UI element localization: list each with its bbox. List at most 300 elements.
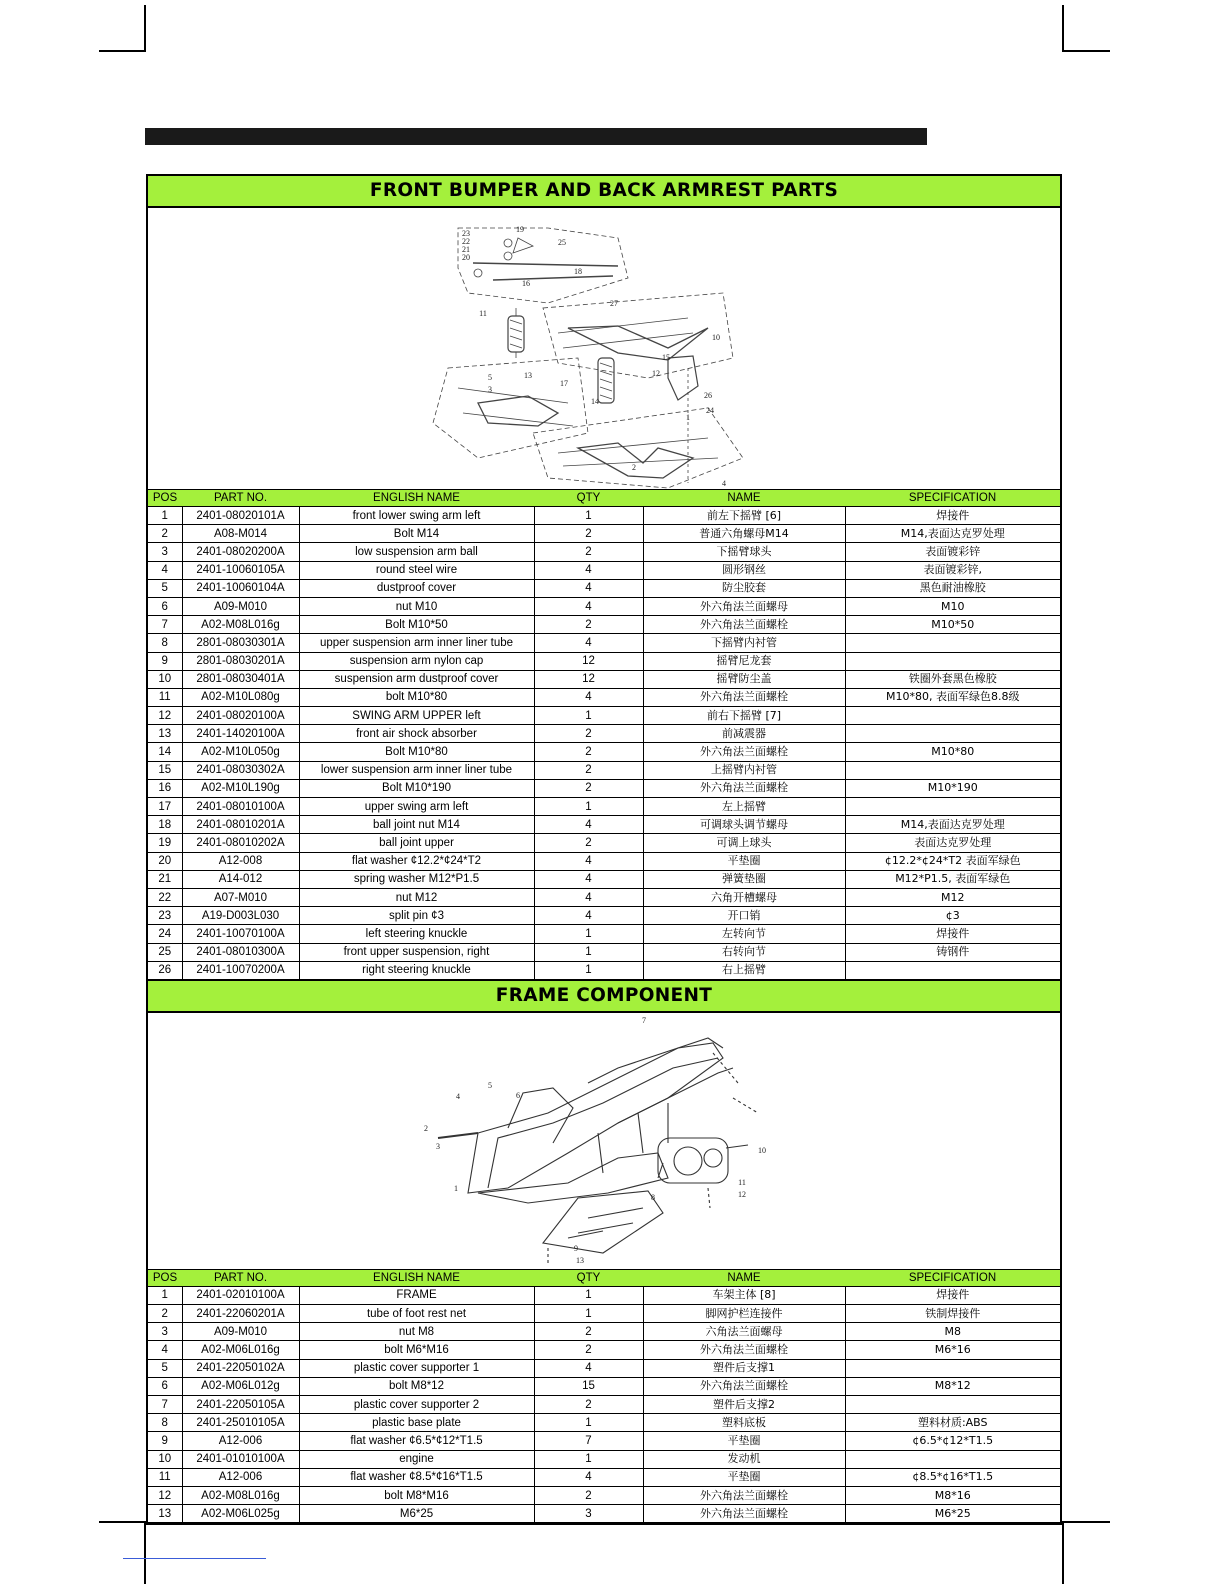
callout-label: 12 <box>652 369 660 378</box>
cell-name: 开口销 <box>643 907 845 925</box>
table-row <box>148 525 1060 543</box>
cell-specification: 铁制焊接件 <box>845 1305 1060 1323</box>
table-row <box>148 634 1060 652</box>
table-row <box>148 852 1060 870</box>
cell-specification: 表面镀彩锌, <box>845 561 1060 579</box>
table-row <box>148 652 1060 670</box>
table-row <box>148 1414 1060 1432</box>
cell-qty: 2 <box>534 1396 643 1414</box>
cell-english-name: engine <box>299 1450 534 1468</box>
cell-part-no: A19-D003L030 <box>182 907 299 925</box>
cell-part-no: A02-M08L016g <box>182 1486 299 1504</box>
cell-specification: M10*80, 表面军绿色8.8级 <box>845 688 1060 706</box>
cell-name: 平垫圈 <box>643 1432 845 1450</box>
callout-label: 1 <box>454 1183 458 1193</box>
cell-specification: 焊接件 <box>845 507 1060 525</box>
callout-label: 18 <box>574 267 582 276</box>
cell-qty: 1 <box>534 961 643 979</box>
cell-english-name: left steering knuckle <box>299 925 534 943</box>
cell-english-name: lower suspension arm inner liner tube <box>299 761 534 779</box>
cell-qty: 4 <box>534 870 643 888</box>
cell-pos: 25 <box>148 943 182 961</box>
table-row <box>148 1450 1060 1468</box>
cell-english-name: plastic cover supporter 2 <box>299 1396 534 1414</box>
cell-qty: 12 <box>534 652 643 670</box>
crop-mark-bottom-right-v <box>1062 1521 1064 1584</box>
cell-english-name: flat washer ¢6.5*¢12*T1.5 <box>299 1432 534 1450</box>
table-row <box>148 743 1060 761</box>
cell-qty: 4 <box>534 816 643 834</box>
cell-name: 摇臂防尘盖 <box>643 670 845 688</box>
cell-qty: 1 <box>534 943 643 961</box>
cell-part-no: 2401-08010202A <box>182 834 299 852</box>
callout-label: 12 <box>738 1189 746 1199</box>
cell-pos: 7 <box>148 1396 182 1414</box>
table-row <box>148 816 1060 834</box>
callout-label: 4 <box>722 479 726 488</box>
cell-qty: 2 <box>534 834 643 852</box>
cell-qty: 2 <box>534 525 643 543</box>
front-parts-table <box>148 490 1060 980</box>
cell-name: 上摇臂内衬管 <box>643 761 845 779</box>
cell-part-no: 2801-08030201A <box>182 652 299 670</box>
cell-qty: 4 <box>534 852 643 870</box>
cell-qty: 4 <box>534 634 643 652</box>
cell-specification: M6*16 <box>845 1341 1060 1359</box>
table-row <box>148 1341 1060 1359</box>
cell-specification: 焊接件 <box>845 1286 1060 1304</box>
callout-label: 13 <box>576 1255 584 1265</box>
cell-pos: 18 <box>148 816 182 834</box>
cell-part-no: A12-006 <box>182 1432 299 1450</box>
col-name: NAME <box>643 490 845 507</box>
callout-label: 6 <box>516 1090 520 1100</box>
frame-parts-table <box>148 1270 1060 1523</box>
table-row <box>148 1432 1060 1450</box>
cell-specification: M14,表面达克罗处理 <box>845 816 1060 834</box>
table-row <box>148 616 1060 634</box>
callout-label: 17 <box>560 379 568 388</box>
col-part-no: PART NO. <box>182 1270 299 1287</box>
callout-label: 14 <box>591 397 599 406</box>
header-bar <box>145 128 927 145</box>
callout-label: 25 <box>558 238 566 247</box>
cell-specification: 表面达克罗处理 <box>845 834 1060 852</box>
cell-pos: 3 <box>148 543 182 561</box>
cell-pos: 4 <box>148 561 182 579</box>
table-row <box>148 1468 1060 1486</box>
col-pos: POS <box>148 490 182 507</box>
cell-qty: 2 <box>534 616 643 634</box>
crop-mark-top-right-v <box>1062 5 1064 52</box>
callout-label: 15 <box>662 353 670 362</box>
callout-label: 19 <box>516 225 524 234</box>
cell-name: 前右下摇臂 [7] <box>643 707 845 725</box>
callout-label: 8 <box>651 1192 655 1202</box>
cell-name: 前减震器 <box>643 725 845 743</box>
cell-english-name: bolt M10*80 <box>299 688 534 706</box>
cell-qty: 2 <box>534 543 643 561</box>
cell-name: 下摇臂球头 <box>643 543 845 561</box>
cell-qty: 4 <box>534 1359 643 1377</box>
cell-part-no: A02-M10L080g <box>182 688 299 706</box>
callout-label: 21 <box>462 245 470 254</box>
cell-pos: 17 <box>148 798 182 816</box>
callout-label: 5 <box>488 373 492 382</box>
cell-pos: 24 <box>148 925 182 943</box>
table-row <box>148 888 1060 906</box>
callout-label: 5 <box>488 1080 492 1090</box>
col-specification: SPECIFICATION <box>845 490 1060 507</box>
cell-english-name: bolt M8*12 <box>299 1377 534 1395</box>
section-title-front: FRONT BUMPER AND BACK ARMREST PARTS <box>148 176 1060 208</box>
cell-qty: 2 <box>534 1486 643 1504</box>
cell-qty: 2 <box>534 1341 643 1359</box>
cell-specification: M8 <box>845 1323 1060 1341</box>
cell-pos: 23 <box>148 907 182 925</box>
cell-english-name: ball joint nut M14 <box>299 816 534 834</box>
cell-english-name: low suspension arm ball <box>299 543 534 561</box>
cell-specification: ¢12.2*¢24*T2 表面军绿色 <box>845 852 1060 870</box>
table-row <box>148 1323 1060 1341</box>
table-row <box>148 543 1060 561</box>
callout-label: 26 <box>704 391 712 400</box>
table-row <box>148 925 1060 943</box>
col-qty: QTY <box>534 490 643 507</box>
table-row <box>148 943 1060 961</box>
cell-pos: 7 <box>148 616 182 634</box>
callout-label: 7 <box>642 1015 646 1025</box>
callout-label: 11 <box>479 309 487 318</box>
cell-english-name: flat washer ¢12.2*¢24*T2 <box>299 852 534 870</box>
crop-mark-bottom-right-h <box>1062 1521 1110 1523</box>
cell-qty: 7 <box>534 1432 643 1450</box>
cell-pos: 2 <box>148 1305 182 1323</box>
cell-qty: 2 <box>534 779 643 797</box>
cell-part-no: 2401-22050105A <box>182 1396 299 1414</box>
cell-pos: 21 <box>148 870 182 888</box>
cell-part-no: 2401-22060201A <box>182 1305 299 1323</box>
cell-pos: 19 <box>148 834 182 852</box>
table-row <box>148 688 1060 706</box>
cell-pos: 4 <box>148 1341 182 1359</box>
cell-qty: 1 <box>534 798 643 816</box>
cell-pos: 6 <box>148 597 182 615</box>
cell-part-no: 2801-08030401A <box>182 670 299 688</box>
cell-specification <box>845 1396 1060 1414</box>
cell-english-name: suspension arm dustproof cover <box>299 670 534 688</box>
cell-specification: M6*25 <box>845 1505 1060 1523</box>
cell-qty: 3 <box>534 1505 643 1523</box>
cell-specification <box>845 761 1060 779</box>
callout-label: 27 <box>610 299 618 308</box>
cell-english-name: Bolt M10*190 <box>299 779 534 797</box>
cell-specification: M10 <box>845 597 1060 615</box>
callout-label: 20 <box>462 253 470 262</box>
crop-mark-bottom-left-h <box>99 1521 146 1523</box>
cell-part-no: A02-M08L016g <box>182 616 299 634</box>
cell-qty: 2 <box>534 725 643 743</box>
cell-pos: 1 <box>148 507 182 525</box>
callout-label: 2 <box>632 463 636 472</box>
cell-english-name: plastic cover supporter 1 <box>299 1359 534 1377</box>
callout-label: 10 <box>712 333 720 342</box>
cell-pos: 12 <box>148 707 182 725</box>
cell-pos: 3 <box>148 1323 182 1341</box>
cell-specification: M8*16 <box>845 1486 1060 1504</box>
table-row <box>148 1286 1060 1304</box>
cell-qty: 4 <box>534 1468 643 1486</box>
cell-qty: 4 <box>534 888 643 906</box>
frame-component-diagram <box>148 1013 1060 1270</box>
table-row <box>148 1359 1060 1377</box>
callout-label: 3 <box>436 1141 440 1151</box>
cell-pos: 5 <box>148 579 182 597</box>
cell-part-no: A12-006 <box>182 1468 299 1486</box>
cell-pos: 20 <box>148 852 182 870</box>
footer-link-rule <box>123 1558 266 1559</box>
cell-name: 车架主体 [8] <box>643 1286 845 1304</box>
cell-specification <box>845 1450 1060 1468</box>
col-english-name: ENGLISH NAME <box>299 490 534 507</box>
cell-specification <box>845 634 1060 652</box>
cell-name: 外六角法兰面螺栓 <box>643 1341 845 1359</box>
cell-name: 平垫圈 <box>643 1468 845 1486</box>
cell-pos: 14 <box>148 743 182 761</box>
cell-specification <box>845 725 1060 743</box>
callout-label: 1 <box>686 413 690 422</box>
cell-name: 塑料底板 <box>643 1414 845 1432</box>
table-row <box>148 670 1060 688</box>
cell-specification: 铁圈外套黑色橡胶 <box>845 670 1060 688</box>
cell-name: 外六角法兰面螺栓 <box>643 1505 845 1523</box>
cell-qty: 2 <box>534 761 643 779</box>
cell-part-no: 2401-02010100A <box>182 1286 299 1304</box>
cell-part-no: 2401-08010100A <box>182 798 299 816</box>
cell-name: 防尘胶套 <box>643 579 845 597</box>
cell-english-name: SWING ARM UPPER left <box>299 707 534 725</box>
cell-specification <box>845 798 1060 816</box>
cell-pos: 8 <box>148 634 182 652</box>
cell-pos: 9 <box>148 1432 182 1450</box>
cell-english-name: Bolt M10*80 <box>299 743 534 761</box>
cell-english-name: dustproof cover <box>299 579 534 597</box>
table-row <box>148 1396 1060 1414</box>
crop-mark-top-left-v <box>144 5 146 52</box>
crop-mark-top-right-h <box>1062 50 1110 52</box>
cell-pos: 8 <box>148 1414 182 1432</box>
cell-qty: 2 <box>534 1323 643 1341</box>
cell-english-name: tube of foot rest net <box>299 1305 534 1323</box>
cell-pos: 13 <box>148 1505 182 1523</box>
cell-part-no: A07-M010 <box>182 888 299 906</box>
cell-english-name: split pin ¢3 <box>299 907 534 925</box>
cell-name: 平垫圈 <box>643 852 845 870</box>
cell-english-name: spring washer M12*P1.5 <box>299 870 534 888</box>
cell-name: 外六角法兰面螺栓 <box>643 1486 845 1504</box>
cell-specification: 黑色耐油橡胶 <box>845 579 1060 597</box>
cell-name: 外六角法兰面螺栓 <box>643 1377 845 1395</box>
cell-pos: 2 <box>148 525 182 543</box>
cell-part-no: A12-008 <box>182 852 299 870</box>
cell-part-no: A02-M10L190g <box>182 779 299 797</box>
cell-specification: M10*190 <box>845 779 1060 797</box>
cell-name: 可调上球头 <box>643 834 845 852</box>
cell-name: 六角开槽螺母 <box>643 888 845 906</box>
cell-qty: 1 <box>534 507 643 525</box>
cell-name: 外六角法兰面螺栓 <box>643 688 845 706</box>
table-row <box>148 579 1060 597</box>
cell-name: 前左下摇臂 [6] <box>643 507 845 525</box>
cell-english-name: M6*25 <box>299 1505 534 1523</box>
cell-english-name: upper suspension arm inner liner tube <box>299 634 534 652</box>
cell-part-no: A14-012 <box>182 870 299 888</box>
cell-name: 塑件后支撑1 <box>643 1359 845 1377</box>
cell-part-no: A02-M06L025g <box>182 1505 299 1523</box>
cell-specification: M12*P1.5, 表面军绿色 <box>845 870 1060 888</box>
cell-qty: 1 <box>534 925 643 943</box>
cell-english-name: right steering knuckle <box>299 961 534 979</box>
cell-pos: 15 <box>148 761 182 779</box>
cell-name: 脚网护栏连接件 <box>643 1305 845 1323</box>
section-title-frame: FRAME COMPONENT <box>148 980 1060 1013</box>
cell-english-name: nut M10 <box>299 597 534 615</box>
table-row <box>148 870 1060 888</box>
cell-qty: 2 <box>534 743 643 761</box>
col-name: NAME <box>643 1270 845 1287</box>
cell-qty: 1 <box>534 1414 643 1432</box>
cell-part-no: 2401-08020101A <box>182 507 299 525</box>
crop-mark-top-left-h <box>99 50 146 52</box>
cell-name: 左转向节 <box>643 925 845 943</box>
cell-specification: M10*80 <box>845 743 1060 761</box>
cell-name: 外六角法兰面螺栓 <box>643 779 845 797</box>
cell-name: 右上摇臂 <box>643 961 845 979</box>
cell-part-no: 2401-10070200A <box>182 961 299 979</box>
cell-pos: 10 <box>148 670 182 688</box>
table-row <box>148 561 1060 579</box>
cell-specification <box>845 652 1060 670</box>
callout-label: 10 <box>758 1145 766 1155</box>
col-english-name: ENGLISH NAME <box>299 1270 534 1287</box>
col-part-no: PART NO. <box>182 490 299 507</box>
callout-label: 11 <box>738 1177 746 1187</box>
cell-specification <box>845 1359 1060 1377</box>
table-header-row <box>148 1270 1060 1287</box>
cell-specification: 焊接件 <box>845 925 1060 943</box>
cell-specification: 铸钢件 <box>845 943 1060 961</box>
frame-parts-body <box>148 1286 1060 1522</box>
cell-qty: 4 <box>534 688 643 706</box>
table-header-row <box>148 490 1060 507</box>
cell-pos: 9 <box>148 652 182 670</box>
cell-english-name: upper swing arm left <box>299 798 534 816</box>
callout-label: 24 <box>706 406 714 415</box>
cell-part-no: 2401-08010201A <box>182 816 299 834</box>
callout-label: 23 <box>462 229 470 238</box>
cell-qty: 1 <box>534 1286 643 1304</box>
cell-part-no: 2401-08020100A <box>182 707 299 725</box>
cell-english-name: Bolt M10*50 <box>299 616 534 634</box>
table-row <box>148 761 1060 779</box>
cell-pos: 22 <box>148 888 182 906</box>
cell-pos: 16 <box>148 779 182 797</box>
cell-part-no: 2401-14020100A <box>182 725 299 743</box>
cell-qty: 1 <box>534 1450 643 1468</box>
cell-qty: 1 <box>534 1305 643 1323</box>
cell-english-name: Bolt M14 <box>299 525 534 543</box>
cell-part-no: 2401-25010105A <box>182 1414 299 1432</box>
cell-pos: 10 <box>148 1450 182 1468</box>
front-suspension-diagram <box>148 208 1060 490</box>
cell-english-name: front air shock absorber <box>299 725 534 743</box>
cell-part-no: A02-M10L050g <box>182 743 299 761</box>
table-row <box>148 1377 1060 1395</box>
cell-english-name: round steel wire <box>299 561 534 579</box>
table-row <box>148 907 1060 925</box>
table-row <box>148 798 1060 816</box>
cell-english-name: flat washer ¢8.5*¢16*T1.5 <box>299 1468 534 1486</box>
cell-specification: 塑料材质:ABS <box>845 1414 1060 1432</box>
cell-specification: 表面镀彩锌 <box>845 543 1060 561</box>
table-row <box>148 961 1060 979</box>
cell-specification: M12 <box>845 888 1060 906</box>
cell-name: 发动机 <box>643 1450 845 1468</box>
table-row <box>148 779 1060 797</box>
cell-pos: 26 <box>148 961 182 979</box>
cell-part-no: A02-M06L012g <box>182 1377 299 1395</box>
callout-label: 3 <box>488 385 492 394</box>
cell-english-name: suspension arm nylon cap <box>299 652 534 670</box>
callout-label: 16 <box>522 279 530 288</box>
cell-name: 圆形钢丝 <box>643 561 845 579</box>
cell-part-no: 2401-08020200A <box>182 543 299 561</box>
front-parts-body <box>148 507 1060 980</box>
table-row <box>148 725 1060 743</box>
crop-mark-bottom-left-v <box>144 1521 146 1584</box>
cell-part-no: 2401-10070100A <box>182 925 299 943</box>
parts-sheet <box>146 174 1062 1525</box>
table-row <box>148 1486 1060 1504</box>
col-specification: SPECIFICATION <box>845 1270 1060 1287</box>
cell-english-name: front upper suspension, right <box>299 943 534 961</box>
cell-specification: M10*50 <box>845 616 1060 634</box>
cell-english-name: FRAME <box>299 1286 534 1304</box>
cell-qty: 4 <box>534 907 643 925</box>
cell-name: 外六角法兰面螺母 <box>643 597 845 615</box>
cell-pos: 5 <box>148 1359 182 1377</box>
cell-name: 右转向节 <box>643 943 845 961</box>
col-qty: QTY <box>534 1270 643 1287</box>
table-row <box>148 1505 1060 1523</box>
cell-name: 六角法兰面螺母 <box>643 1323 845 1341</box>
cell-english-name: bolt M8*M16 <box>299 1486 534 1504</box>
cell-name: 塑件后支撑2 <box>643 1396 845 1414</box>
callout-label: 4 <box>456 1091 460 1101</box>
cell-part-no: 2401-08030302A <box>182 761 299 779</box>
cell-name: 可调球头调节螺母 <box>643 816 845 834</box>
cell-name: 外六角法兰面螺栓 <box>643 616 845 634</box>
cell-specification <box>845 707 1060 725</box>
table-row <box>148 707 1060 725</box>
cell-name: 普通六角螺母M14 <box>643 525 845 543</box>
cell-english-name: plastic base plate <box>299 1414 534 1432</box>
cell-specification <box>845 961 1060 979</box>
callout-label: 2 <box>424 1123 428 1133</box>
cell-part-no: A02-M06L016g <box>182 1341 299 1359</box>
cell-english-name: front lower swing arm left <box>299 507 534 525</box>
cell-part-no: A08-M014 <box>182 525 299 543</box>
